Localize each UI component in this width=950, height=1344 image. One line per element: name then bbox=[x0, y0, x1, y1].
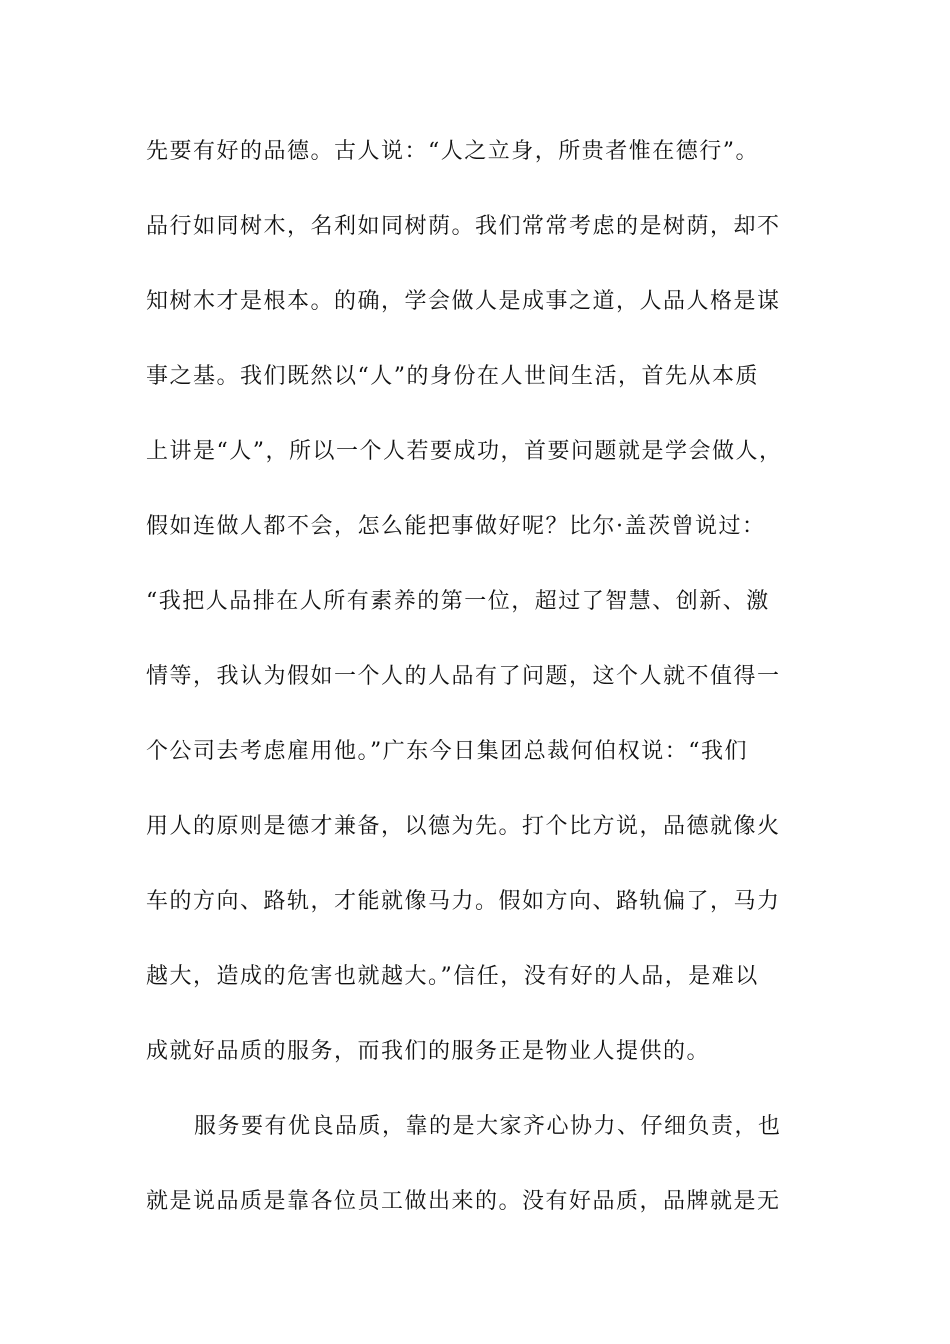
text-line: 情等，我认为假如一个人的人品有了问题，这个人就不值得一 bbox=[146, 664, 781, 689]
text-line: “我把人品排在人所有素养的第一位，超过了智慧、创新、激 bbox=[146, 589, 770, 614]
text-line: 品行如同树木，名利如同树荫。我们常常考虑的是树荫，却不 bbox=[146, 214, 781, 239]
body-text bbox=[146, 126, 806, 1251]
text-line: 就是说品质是靠各位员工做出来的。没有好品质，品牌就是无 bbox=[146, 1189, 781, 1214]
text-line: 成就好品质的服务，而我们的服务正是物业人提供的。 bbox=[146, 1039, 711, 1064]
text-line: 车的方向、路轨，才能就像马力。假如方向、路轨偏了，马力 bbox=[146, 889, 781, 914]
text-line: 假如连做人都不会，怎么能把事做好呢？比尔·盖茨曾说过： bbox=[146, 514, 766, 539]
text-line: 个公司去考虑雇用他。”广东今日集团总裁何伯权说：“我们 bbox=[146, 739, 748, 764]
paragraph-start-line: 服务要有优良品质，靠的是大家齐心协力、仔细负责，也 bbox=[194, 1114, 782, 1139]
text-line: 先要有好的品德。古人说：“人之立身，所贵者惟在德行”。 bbox=[146, 139, 759, 164]
text-line: 用人的原则是德才兼备，以德为先。打个比方说，品德就像火 bbox=[146, 814, 781, 839]
text-line: 上讲是“人”，所以一个人若要成功，首要问题就是学会做人， bbox=[146, 439, 783, 464]
text-line: 知树木才是根本。的确，学会做人是成事之道，人品人格是谋 bbox=[146, 289, 781, 314]
text-line: 事之基。我们既然以“人”的身份在人世间生活，首先从本质 bbox=[146, 364, 759, 389]
text-line: 越大，造成的危害也就越大。”信任，没有好的人品，是难以 bbox=[146, 964, 759, 989]
